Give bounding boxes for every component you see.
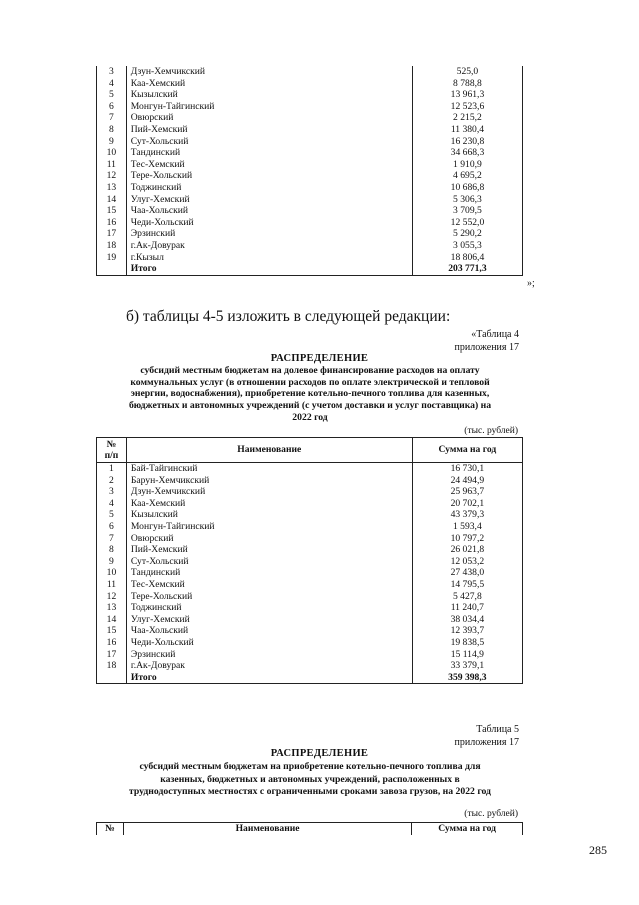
table4-cell-sum: 25 963,7 [412,486,522,498]
table4-cell-sum: 27 438,0 [412,567,522,579]
table5-col-name: Наименование [123,823,411,836]
top-table-cell-sum: 16 230,8 [412,136,522,148]
table4-cell-num: 4 [97,498,127,510]
top-table-cell-name: Монгун-Тайгинский [126,101,412,113]
table4-cell-name: Бай-Тайгинский [126,463,412,475]
table4-cell-name: Эрзинский [126,649,412,661]
top-table-cell-sum: 3 709,5 [412,205,522,217]
top-table-cell-sum: 5 290,2 [412,228,522,240]
top-table-cell-num: 11 [97,159,127,171]
top-table-row [97,252,523,264]
table4-subtitle [60,365,560,424]
table4-row [97,579,523,591]
top-table-cell-num: 15 [97,205,127,217]
table4-col-num [97,438,127,463]
top-table-row [97,170,523,182]
table5-col-num: № [97,823,124,836]
table4-total-num [97,672,127,684]
top-table-cell-num: 19 [97,252,127,264]
table4-cell-sum: 10 797,2 [412,533,522,545]
top-table-row [97,159,523,171]
top-table-cell-sum: 4 695,2 [412,170,522,182]
table4-cell-sum: 16 730,1 [412,463,522,475]
top-table-row [97,89,523,101]
top-table-total-sum: 203 771,3 [412,263,522,275]
table4-cell-name: Кызылский [126,509,412,521]
top-table-cell-sum: 2 215,2 [412,112,522,124]
top-table-row [97,124,523,136]
top-table-row [97,78,523,90]
table4-cell-sum: 12 053,2 [412,556,522,568]
top-table-body [97,66,523,275]
top-table-cell-num: 5 [97,89,127,101]
table4-total-label: Итого [126,672,412,684]
top-table-cell-num: 12 [97,170,127,182]
table4-cell-num: 12 [97,591,127,603]
top-table-cell-name: Кызылский [126,89,412,101]
top-table-cell-sum: 525,0 [412,66,522,78]
top-table-cell-sum: 1 910,9 [412,159,522,171]
table4-row [97,625,523,637]
table4-total-row [97,672,523,684]
top-table-cell-num: 7 [97,112,127,124]
top-table-cell-name: Эрзинский [126,228,412,240]
table4-cell-num: 3 [97,486,127,498]
table4-row [97,533,523,545]
table5-ref-line1: Таблица 5 [476,724,519,735]
table4-cell-name: Овюрский [126,533,412,545]
table4-row [97,637,523,649]
top-table-cell-num: 18 [97,240,127,252]
top-table-row [97,240,523,252]
top-table-cell-sum: 5 306,3 [412,194,522,206]
table4-cell-sum: 24 494,9 [412,475,522,487]
table4-cell-sum: 15 114,9 [412,649,522,661]
table4-cell-num: 17 [97,649,127,661]
top-table-cell-sum: 3 055,3 [412,240,522,252]
top-table-row [97,147,523,159]
top-table-cell-name: Тандинский [126,147,412,159]
table4-ref [455,328,519,354]
table5-ref-line2: приложения 17 [454,737,519,748]
table4-row [97,602,523,614]
top-table-row [97,228,523,240]
top-table-cell-num: 13 [97,182,127,194]
top-table-cell-name: Улуг-Хемский [126,194,412,206]
table4-row [97,614,523,626]
table4-row [97,498,523,510]
top-table-total-row [97,263,523,275]
top-table-cell-sum: 13 961,3 [412,89,522,101]
table4-cell-num: 6 [97,521,127,533]
table4-body [97,463,523,684]
table4-col-num-line2: п/п [104,450,119,461]
table4-cell-name: Тере-Хольский [126,591,412,603]
table4-cell-name: Пий-Хемский [126,544,412,556]
intro-text: б) таблицы 4-5 изложить в следующей редакции: [126,308,451,325]
table4-cell-sum: 26 021,8 [412,544,522,556]
table4-row [97,649,523,661]
table4-cell-sum: 11 240,7 [412,602,522,614]
table5-heading: РАСПРЕДЕЛЕНИЕ [270,748,369,759]
table4-cell-num: 13 [97,602,127,614]
top-table-cell-num: 6 [97,101,127,113]
table4-cell-num: 5 [97,509,127,521]
table4-row [97,475,523,487]
top-table-row [97,217,523,229]
top-table-cell-sum: 8 788,8 [412,78,522,90]
table4-subtitle-line: субсидий местным бюджетам на долевое финансирование расходов на оплату [140,365,480,376]
table5-header-row [97,823,523,836]
top-table-total-num [97,263,127,275]
table4-cell-num: 15 [97,625,127,637]
table4-cell-name: г.Ак-Довурак [126,660,412,672]
table4-cell-num: 11 [97,579,127,591]
top-table-cell-name: Чаа-Хольский [126,205,412,217]
top-table-cell-name: г.Кызыл [126,252,412,264]
table4-row [97,660,523,672]
table5-units: (тыс. рублей) [464,809,518,819]
table4-cell-num: 1 [97,463,127,475]
top-table [96,66,523,276]
table4-cell-name: Дзун-Хемчикский [126,486,412,498]
top-table-cell-num: 4 [97,78,127,90]
top-table-cell-name: Чеди-Хольский [126,217,412,229]
table4-cell-num: 16 [97,637,127,649]
table4-cell-name: Барун-Хемчикский [126,475,412,487]
top-table-cell-num: 14 [97,194,127,206]
table4-cell-sum: 1 593,4 [412,521,522,533]
table4-row [97,567,523,579]
table4-heading: РАСПРЕДЕЛЕНИЕ [270,353,369,364]
top-table-row [97,136,523,148]
table4-cell-num: 14 [97,614,127,626]
top-table-cell-sum: 10 686,8 [412,182,522,194]
top-table-total-label: Итого [126,263,412,275]
table4-row [97,521,523,533]
table4-cell-num: 2 [97,475,127,487]
table4-total-sum: 359 398,3 [412,672,522,684]
table4-cell-sum: 14 795,5 [412,579,522,591]
top-table-cell-num: 3 [97,66,127,78]
table4-row [97,556,523,568]
top-table-cell-name: Тере-Хольский [126,170,412,182]
table4-col-num-line1: № [106,439,117,450]
top-table-cell-name: Тес-Хемский [126,159,412,171]
table4-subtitle-line: коммунальных услуг (в отношении расходов по оплате электрической и тепловой [130,376,490,388]
table4-row [97,486,523,498]
table4-col-name: Наименование [126,438,412,463]
top-table-cell-name: Пий-Хемский [126,124,412,136]
table4-cell-name: Монгун-Тайгинский [126,521,412,533]
table4-row [97,509,523,521]
table4-cell-name: Тандинский [126,567,412,579]
table4-cell-num: 10 [97,567,127,579]
table4-row [97,463,523,475]
table4-cell-sum: 43 379,3 [412,509,522,521]
table4-cell-sum: 12 393,7 [412,625,522,637]
top-table-row [97,112,523,124]
close-mark: »; [527,278,535,289]
table4 [96,437,523,684]
top-table-cell-num: 16 [97,217,127,229]
table4-cell-name: Тес-Хемский [126,579,412,591]
top-table-cell-name: Овюрский [126,112,412,124]
table4-cell-name: Чеди-Хольский [126,637,412,649]
top-table-cell-num: 9 [97,136,127,148]
top-table-cell-name: Тоджинский [126,182,412,194]
top-table-cell-name: г.Ак-Довурак [126,240,412,252]
table4-cell-name: Улуг-Хемский [126,614,412,626]
top-table-cell-sum: 12 523,6 [412,101,522,113]
table5-subtitle-line: труднодоступных местностях с ограниченными сроками завоза грузов, на 2022 год [129,786,491,797]
table4-cell-sum: 20 702,1 [412,498,522,510]
table4-ref-line1: «Таблица 4 [471,329,519,340]
table5-subtitle-line: казенных, бюджетных и автономных учреждений, расположенных в [160,773,460,785]
table4-cell-name: Чаа-Хольский [126,625,412,637]
table4-header-row [97,438,523,463]
table4-cell-sum: 19 838,5 [412,637,522,649]
table4-subtitle-line: 2022 год [292,411,328,423]
table5-ref [455,723,519,749]
table4-cell-sum: 33 379,1 [412,660,522,672]
table4-ref-line2: приложения 17 [454,342,519,353]
table4-subtitle-line: энергии, водоснабжения), приобретение котельно-печного топлива для казенных, [130,388,490,400]
table4-subtitle-line: бюджетных и автономных учреждений (с учетом доставки и услуг поставщика) на [128,400,492,412]
top-table-cell-num: 17 [97,228,127,240]
page-number: 285 [589,843,607,857]
table4-cell-sum: 38 034,4 [412,614,522,626]
top-table-row [97,182,523,194]
top-table-cell-num: 10 [97,147,127,159]
table4-cell-num: 18 [97,660,127,672]
table4-cell-sum: 5 427,8 [412,591,522,603]
table4-cell-name: Сут-Хольский [126,556,412,568]
top-table-cell-sum: 11 380,4 [412,124,522,136]
top-table-cell-sum: 34 668,3 [412,147,522,159]
top-table-row [97,101,523,113]
table5-subtitle-line: субсидий местным бюджетам на приобретение котельно-печного топлива для [139,761,481,772]
table5-subtitle [60,761,560,799]
top-table-row [97,66,523,78]
table4-cell-num: 7 [97,533,127,545]
top-table-cell-num: 8 [97,124,127,136]
top-table-cell-name: Сут-Хольский [126,136,412,148]
table5-col-sum: Сумма на год [412,823,523,836]
top-table-cell-name: Каа-Хемский [126,78,412,90]
table4-col-sum: Сумма на год [412,438,522,463]
table4-row [97,591,523,603]
table4-row [97,544,523,556]
top-table-cell-sum: 12 552,0 [412,217,522,229]
top-table-cell-sum: 18 806,4 [412,252,522,264]
table4-cell-name: Каа-Хемский [126,498,412,510]
table4-cell-name: Тоджинский [126,602,412,614]
table5 [96,822,523,835]
table4-units: (тыс. рублей) [464,426,518,436]
top-table-cell-name: Дзун-Хемчикский [126,66,412,78]
table4-cell-num: 8 [97,544,127,556]
top-table-row [97,194,523,206]
top-table-row [97,205,523,217]
table4-cell-num: 9 [97,556,127,568]
